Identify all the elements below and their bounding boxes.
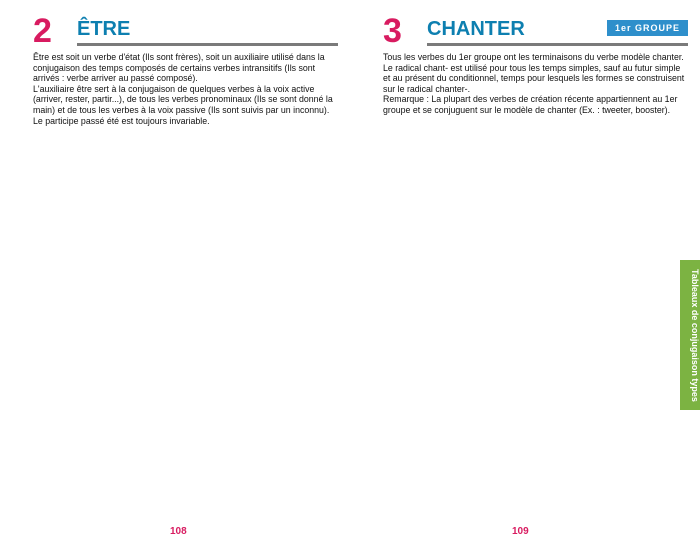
verb-number: 2	[33, 12, 52, 50]
intro-text	[383, 52, 688, 116]
intro-paragraph: Tous les verbes du 1er groupe ont les terminaisons du verbe modèle chanter.	[383, 52, 684, 62]
verb-title: ÊTRE	[77, 18, 131, 40]
verb-number: 3	[383, 12, 402, 50]
page-right	[350, 0, 700, 551]
intro-text	[33, 52, 338, 126]
page-number: 108	[170, 526, 187, 537]
intro-paragraph: Être est soit un verbe d'état (Ils sont frères), soit un auxiliaire utilisé dans la conjugaison des temps composés de certains verbes intransitifs (Ils sont arrivés : verbe arriver au passé composé).	[33, 52, 325, 84]
divider	[427, 43, 688, 46]
intro-paragraph: Le participe passé été est toujours invariable.	[33, 115, 210, 126]
side-tab: Tableaux de conjugaison types	[680, 260, 700, 410]
page-number: 109	[512, 526, 529, 537]
intro-paragraph: L'auxiliaire être sert à la conjugaison de quelques verbes à la voix active (arriver, rester, partir...), de tous les verbes pronominaux (Ils se sont donné la main) et de tous les verbes à la voix passive (Ils sont suivis par un inconnu).	[33, 83, 333, 115]
divider	[77, 43, 338, 46]
intro-paragraph: Remarque : La plupart des verbes de création récente appartiennent au 1er groupe et se conjuguent sur le modèle de chanter (Ex. : tweeter, booster).	[383, 94, 678, 115]
group-badge: 1er GROUPE	[607, 20, 688, 36]
verb-title: CHANTER	[427, 18, 525, 40]
intro-paragraph: Le radical chant- est utilisé pour tous les temps simples, sauf au futur simple et au présent du conditionnel, temps pour lesquels les formes se construisent sur le radical chanter-.	[383, 62, 685, 94]
